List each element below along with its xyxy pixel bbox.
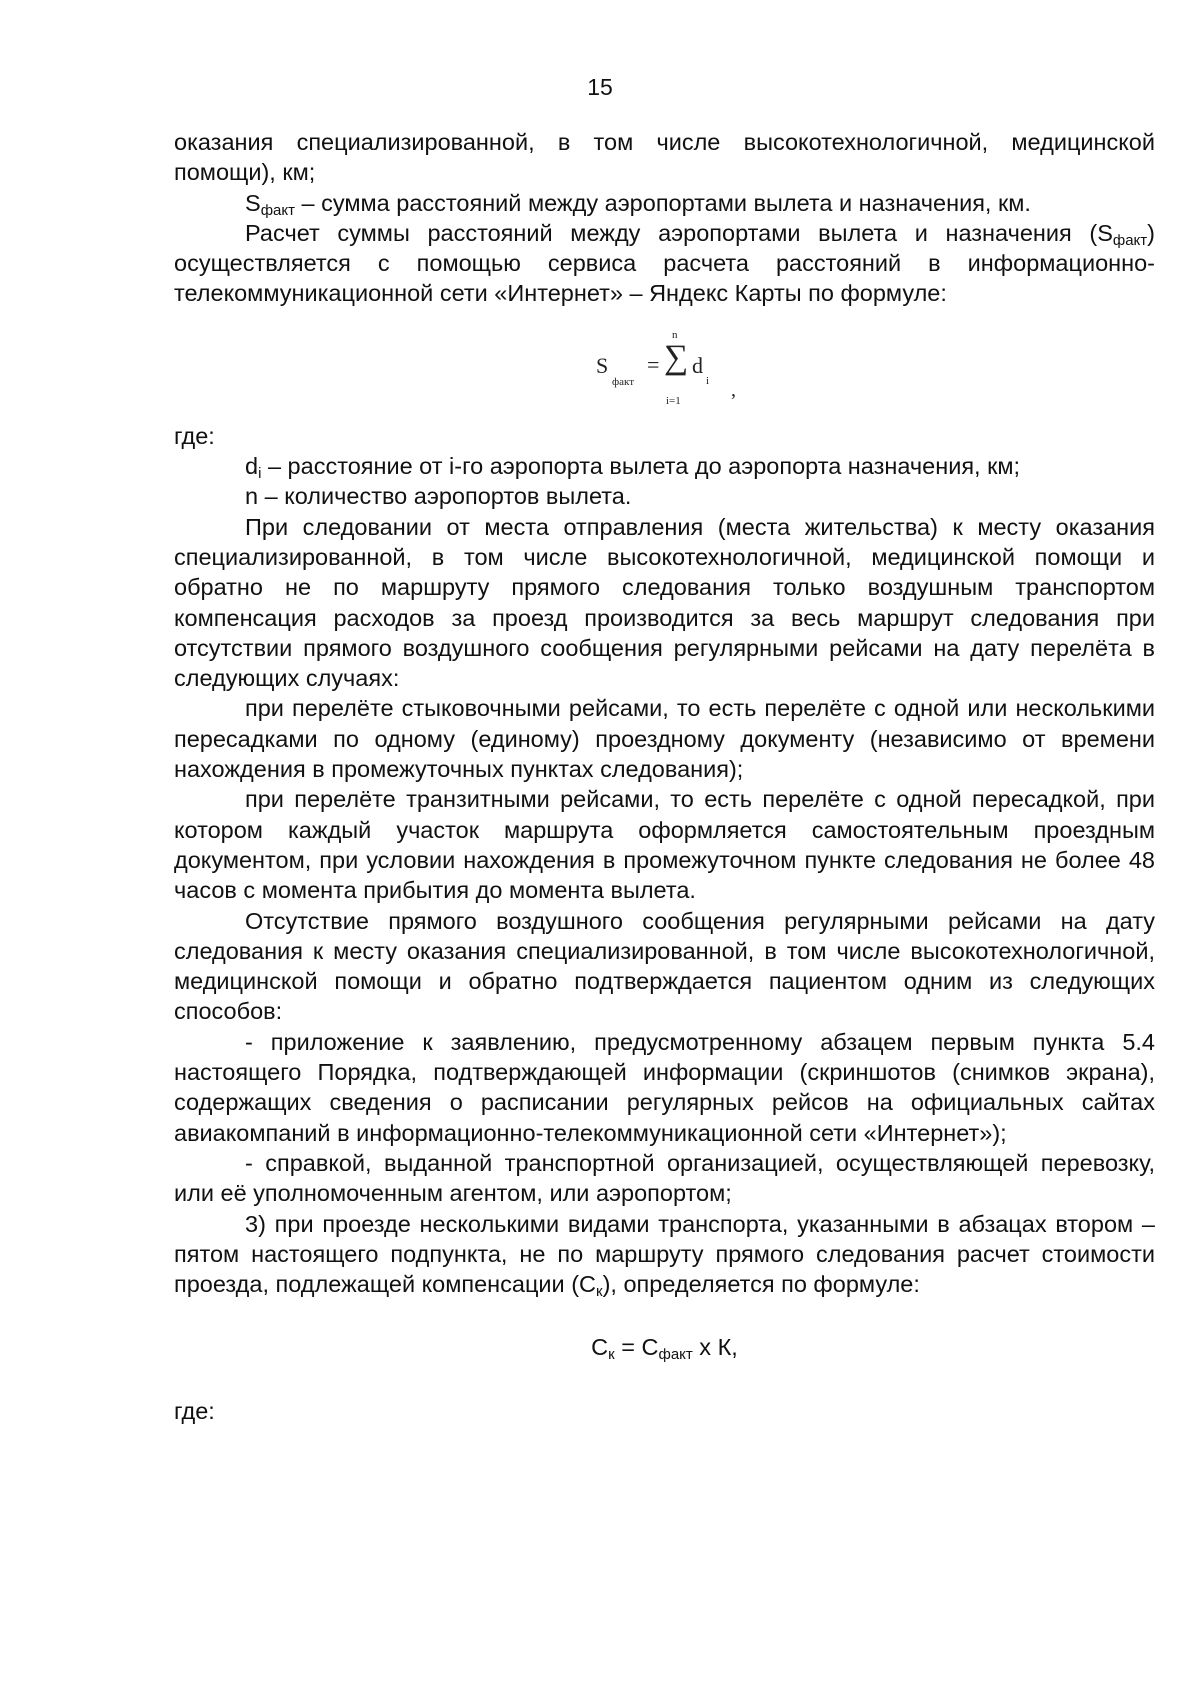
paragraph-3-text-a: Расчет суммы расстояний между аэропортами вылета и назначения (S bbox=[245, 219, 1113, 246]
d-i-subscript: i bbox=[258, 465, 262, 483]
paragraph-where-2: где: bbox=[174, 1397, 215, 1424]
paragraph-11: - приложение к заявлению, предусмотренному абзацем первым пункта 5.4 настоящего Порядка, подтверждающей информации (скриншотов (снимков экрана), содержащих сведения о расписании регулярных рейсов на официальных сайтах авиакомпаний в информационно-телекоммуникационной сети «Интернет»); bbox=[174, 1028, 1155, 1146]
paragraph-12: - справкой, выданной транспортной организацией, осуществляющей перевозку, или её уполномоченным агентом, или аэропортом; bbox=[174, 1149, 1155, 1207]
paragraph-2 bbox=[174, 188, 1155, 218]
paragraph-5 bbox=[174, 451, 1155, 481]
formula-term: d bbox=[692, 352, 703, 378]
d-i-symbol: d bbox=[245, 453, 259, 480]
paragraph-6: n – количество аэропортов вылета. bbox=[245, 483, 632, 510]
page-number: 15 bbox=[587, 74, 613, 100]
formula2-mid-subscript: факт bbox=[658, 1346, 693, 1364]
formula2-lhs-subscript: к bbox=[608, 1346, 615, 1364]
formula2-lhs: С bbox=[591, 1334, 609, 1361]
s-fact-subscript: факт bbox=[1112, 231, 1148, 249]
formula-term-subscript: i bbox=[706, 374, 710, 387]
paragraph-8: при перелёте стыковочными рейсами, то есть перелёте с одной или несколькими пересадками по одному (единому) проездному документу (независимо от времени нахождения в промежуточных пунктах следования); bbox=[174, 695, 1155, 783]
c-k-subscript: к bbox=[596, 1283, 603, 1301]
formula-sum-distances bbox=[174, 309, 1155, 421]
paragraph-10: Отсутствие прямого воздушного сообщения регулярными рейсами на дату следования к месту оказания специализированной, в том числе высокотехнологичной, медицинской помощи и обратно подтверждается пациентом одним из следующих способов: bbox=[174, 907, 1155, 1025]
formula-lhs: S bbox=[596, 352, 609, 378]
paragraph-where-1: где: bbox=[174, 422, 215, 449]
formula2-mid: = С bbox=[614, 1334, 659, 1361]
paragraph-3 bbox=[174, 218, 1155, 309]
sigma-icon: ∑ bbox=[664, 338, 689, 376]
formula-sum-body bbox=[596, 317, 736, 412]
document-body bbox=[174, 127, 1155, 1426]
s-fact-subscript: факт bbox=[260, 201, 295, 219]
paragraph-1: оказания специализированной, в том числе высокотехнологичной, медицинской помощи), км; bbox=[174, 129, 1155, 186]
paragraph-9: при перелёте транзитными рейсами, то есть перелёте с одной пересадкой, при котором каждый участок маршрута оформляется самостоятельным проездным документом, при условии нахождения в промежуточном пункте следования не более 48 часов с момента прибытия до момента вылета. bbox=[174, 786, 1155, 904]
formula-compensation bbox=[174, 1299, 1155, 1395]
paragraph-7: При следовании от места отправления (места жительства) к месту оказания специализированной, в том числе высокотехнологичной, медицинской помощи и обратно не по маршруту прямого следования только воздушным транспортом компенсация расходов за проезд производится за весь маршрут следования при отсутствии прямого воздушного сообщения регулярными рейсами на дату перелёта в следующих случаях: bbox=[174, 513, 1155, 692]
formula-sum-upper-limit: n bbox=[672, 328, 678, 341]
formula-equals: = bbox=[647, 351, 660, 377]
paragraph-3-text-b: ) осуществляется с помощью сервиса расчета расстояний в информационно-телекоммуникационной сети «Интернет» – Яндекс Карты по формуле: bbox=[174, 219, 1155, 307]
s-fact-symbol: S bbox=[245, 189, 261, 216]
formula2-rhs: х К, bbox=[692, 1334, 738, 1361]
paragraph-13-text-a: 3) при проезде несколькими видами транспорта, указанными в абзацах втором – пятом настоящего подпункта, не по маршруту прямого следования расчет стоимости проезда, подлежащей компенсации (С bbox=[174, 1210, 1155, 1298]
paragraph-13 bbox=[174, 1209, 1155, 1300]
paragraph-5-text: – расстояние от i-го аэропорта вылета до аэропорта назначения, км; bbox=[261, 453, 1021, 480]
formula-comma: , bbox=[731, 378, 736, 401]
paragraph-13-text-b: ), определяется по формуле: bbox=[602, 1271, 920, 1298]
formula-sum-lower-limit: i=1 bbox=[666, 394, 681, 407]
formula-lhs-subscript: факт bbox=[612, 375, 635, 388]
paragraph-2-text: – сумма расстояний между аэропортами вылета и назначения, км. bbox=[294, 189, 1031, 216]
